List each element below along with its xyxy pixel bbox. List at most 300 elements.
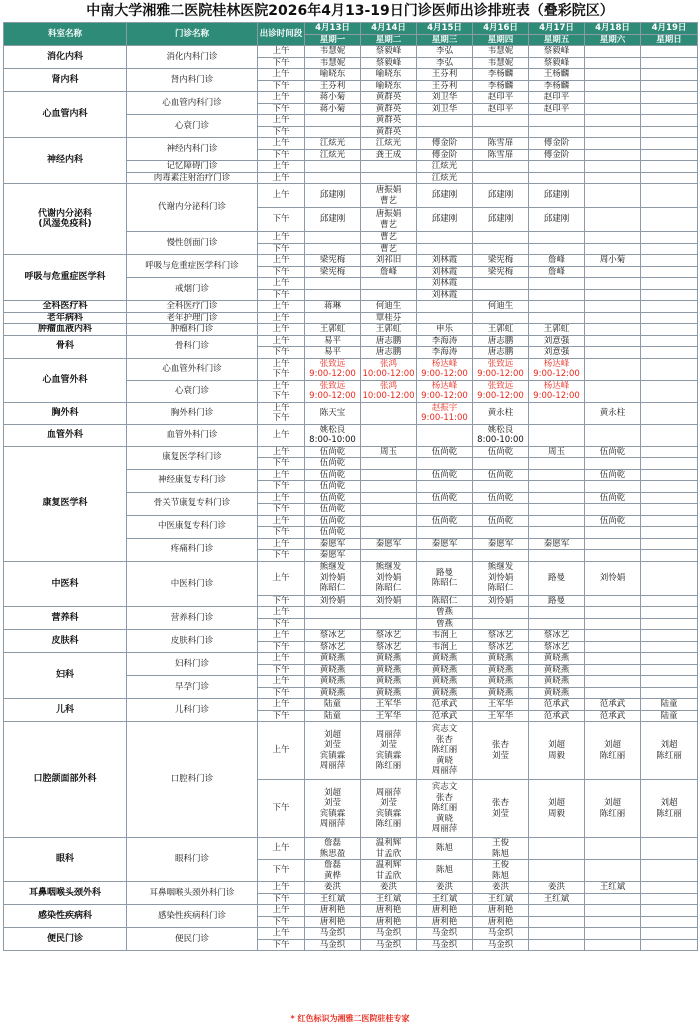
dept-name: 肿瘤血液内科 bbox=[4, 324, 127, 336]
period-cell: 上午 bbox=[258, 446, 305, 458]
doctor-cell: 蔡冰艺 bbox=[305, 641, 361, 653]
doctor-cell: 蔡冰艺 bbox=[305, 630, 361, 642]
doctor-cell: 江炫光 bbox=[305, 138, 361, 150]
doctor-cell bbox=[361, 481, 417, 493]
doctor-cell bbox=[585, 69, 641, 81]
doctor-cell bbox=[641, 905, 698, 917]
doctor-cell bbox=[641, 358, 698, 380]
doctor-cell: 邱建刚 bbox=[305, 208, 361, 232]
doctor-cell: 伍尚乾 bbox=[305, 481, 361, 493]
period-cell: 上午 bbox=[258, 928, 305, 940]
dept-name: 胸外科 bbox=[4, 402, 127, 424]
clinic-name: 中医科门诊 bbox=[127, 561, 258, 607]
clinic-name: 营养科门诊 bbox=[127, 607, 258, 630]
doctor-cell: 刘超 陈红丽 bbox=[585, 722, 641, 780]
doctor-cell bbox=[585, 358, 641, 380]
doctor-cell: 姜洪 bbox=[473, 882, 529, 894]
doctor-cell bbox=[529, 469, 585, 481]
doctor-cell bbox=[361, 402, 417, 424]
doctor-cell: 王芬利 bbox=[305, 80, 361, 92]
doctor-cell: 蔡冰艺 bbox=[361, 630, 417, 642]
period-cell: 上午 bbox=[258, 138, 305, 150]
doctor-cell: 周丽萍 刘莹 宾镇霖 陈红丽 bbox=[361, 780, 417, 838]
doctor-cell bbox=[361, 289, 417, 301]
doctor-cell bbox=[529, 232, 585, 244]
doctor-cell bbox=[641, 676, 698, 688]
doctor-cell bbox=[417, 312, 473, 324]
doctor-cell bbox=[473, 607, 529, 619]
doctor-cell: 陆童 bbox=[641, 710, 698, 722]
doctor-cell bbox=[641, 838, 698, 860]
table-row bbox=[4, 928, 698, 940]
table-row bbox=[4, 446, 698, 458]
doctor-cell: 宾志文 张杏 陈红丽 黄晓 周丽萍 bbox=[417, 780, 473, 838]
doctor-cell: 喻晓东 bbox=[361, 80, 417, 92]
doctor-cell: 张致远 9:00-12:00 bbox=[473, 358, 529, 380]
doctor-cell: 詹峰 bbox=[529, 266, 585, 278]
doctor-cell bbox=[361, 161, 417, 173]
doctor-cell: 王郭虹 bbox=[305, 324, 361, 336]
dept-name: 全科医疗科 bbox=[4, 301, 127, 313]
period-pm: 下午 bbox=[272, 391, 290, 401]
doctor-cell: 蔡毅峰 bbox=[529, 46, 585, 58]
doctor-cell bbox=[585, 618, 641, 630]
doctor-cell: 秦愿军 bbox=[417, 538, 473, 550]
doctor-cell bbox=[585, 595, 641, 607]
period-cell: 下午 bbox=[258, 893, 305, 905]
doctor-cell: 唐志鹏 bbox=[473, 347, 529, 359]
doctor-cell bbox=[585, 538, 641, 550]
doctor-cell: 路曼 陈昭仁 bbox=[417, 561, 473, 595]
doctor-cell: 刘林霞 bbox=[417, 255, 473, 267]
doctor-cell bbox=[585, 687, 641, 699]
doctor-cell: 刘超 陈红丽 bbox=[641, 780, 698, 838]
doctor-cell: 伍尚乾 bbox=[473, 492, 529, 504]
dept-name: 耳鼻咽喉头颈外科 bbox=[4, 882, 127, 905]
header-date: 4月18日 bbox=[585, 23, 641, 35]
header-date: 4月19日 bbox=[641, 23, 698, 35]
period-cell: 上午 bbox=[258, 69, 305, 81]
doctor-cell bbox=[641, 255, 698, 267]
doctor-cell: 蔡毅峰 bbox=[361, 46, 417, 58]
period-cell: 下午 bbox=[258, 916, 305, 928]
header-dept: 科室名称 bbox=[4, 23, 127, 46]
period-cell: 上午 bbox=[258, 335, 305, 347]
doctor-cell bbox=[585, 893, 641, 905]
clinic-name: 口腔科门诊 bbox=[127, 722, 258, 838]
doctor-cell bbox=[305, 232, 361, 244]
doctor-cell bbox=[641, 893, 698, 905]
doctor-cell bbox=[641, 664, 698, 676]
doctor-cell: 张鸿 10:00-12:00 bbox=[362, 380, 415, 401]
period-cell: 下午 bbox=[258, 57, 305, 69]
doctor-cell bbox=[473, 618, 529, 630]
doctor-cell bbox=[585, 916, 641, 928]
doctor-cell bbox=[529, 618, 585, 630]
doctor-cell bbox=[529, 402, 585, 424]
dept-name: 呼吸与危重症医学科 bbox=[4, 255, 127, 301]
doctor-cell bbox=[585, 278, 641, 290]
doctor-cell: 马金织 bbox=[417, 939, 473, 951]
doctor-cell: 伍尚乾 bbox=[417, 469, 473, 481]
doctor-cell: 蒋小菊 bbox=[305, 103, 361, 115]
doctor-cell: 赵振宇 9:00-11:00 bbox=[417, 402, 473, 424]
doctor-cell: 刘林霞 bbox=[417, 278, 473, 290]
doctor-cell: 江炫光 bbox=[417, 161, 473, 173]
header-weekday: 星期三 bbox=[417, 34, 473, 46]
period-cell: 上午 bbox=[258, 882, 305, 894]
doctor-cell bbox=[585, 347, 641, 359]
doctor-cell: 蔡毅峰 bbox=[361, 57, 417, 69]
dept-name: 老年病科 bbox=[4, 312, 127, 324]
doctor-cell bbox=[585, 149, 641, 161]
doctor-cell: 王军华 bbox=[361, 710, 417, 722]
period-cell: 上午 bbox=[258, 424, 305, 446]
doctor-cell: 黄晓燕 bbox=[305, 676, 361, 688]
doctor-cell: 伍尚乾 bbox=[417, 446, 473, 458]
doctor-cell: 易平 bbox=[305, 347, 361, 359]
dept-name: 眼科 bbox=[4, 838, 127, 882]
doctor-cell: 伍尚乾 bbox=[585, 446, 641, 458]
period-cell: 下午 bbox=[258, 481, 305, 493]
doctor-cell: 王红斌 bbox=[473, 893, 529, 905]
dept-name: 骨科 bbox=[4, 335, 127, 358]
doctor-cell bbox=[529, 607, 585, 619]
clinic-name: 全科医疗门诊 bbox=[127, 301, 258, 313]
doctor-cell bbox=[641, 289, 698, 301]
period-cell: 上午 bbox=[258, 115, 305, 127]
doctor-cell: 李海涛 bbox=[417, 335, 473, 347]
clinic-name: 疼痛科门诊 bbox=[127, 538, 258, 561]
table-row bbox=[4, 699, 698, 711]
doctor-cell: 李海涛 bbox=[417, 347, 473, 359]
doctor-cell: 蒋小菊 bbox=[305, 92, 361, 104]
doctor-cell bbox=[361, 278, 417, 290]
doctor-cell: 梁宪梅 bbox=[305, 255, 361, 267]
period-cell: 下午 bbox=[258, 289, 305, 301]
doctor-cell bbox=[585, 289, 641, 301]
doctor-cell bbox=[585, 664, 641, 676]
doctor-cell: 邱建刚 bbox=[529, 184, 585, 208]
doctor-cell: 韦慧妮 bbox=[305, 46, 361, 58]
doctor-cell: 喻晓东 bbox=[305, 69, 361, 81]
doctor-cell: 何迪生 bbox=[361, 301, 417, 313]
doctor-cell: 陆童 bbox=[305, 710, 361, 722]
dept-name: 血管外科 bbox=[4, 424, 127, 446]
doctor-cell: 李杨麟 bbox=[473, 69, 529, 81]
doctor-cell bbox=[473, 115, 529, 127]
doctor-cell bbox=[641, 232, 698, 244]
dept-name: 代谢内分泌科 (风湿免疫科) bbox=[4, 184, 127, 255]
header-date: 4月13日 bbox=[305, 23, 361, 35]
doctor-cell bbox=[473, 232, 529, 244]
doctor-cell bbox=[641, 446, 698, 458]
doctor-cell: 唐振娟 曹艺 bbox=[361, 208, 417, 232]
period-cell: 上午 bbox=[258, 722, 305, 780]
doctor-cell bbox=[305, 243, 361, 255]
doctor-cell bbox=[585, 550, 641, 562]
doctor-cell: 赵印平 bbox=[473, 92, 529, 104]
doctor-cell: 周小菊 bbox=[585, 255, 641, 267]
doctor-cell bbox=[361, 607, 417, 619]
doctor-cell: 周玉 bbox=[529, 446, 585, 458]
period-cell: 上午 bbox=[258, 469, 305, 481]
doctor-cell: 李杨麟 bbox=[529, 80, 585, 92]
doctor-cell: 邱建刚 bbox=[473, 208, 529, 232]
period-cell bbox=[258, 358, 305, 380]
doctor-cell: 刘超 周毅 bbox=[529, 780, 585, 838]
doctor-cell: 江炫光 bbox=[305, 149, 361, 161]
doctor-cell bbox=[473, 278, 529, 290]
doctor-cell bbox=[585, 301, 641, 313]
doctor-cell bbox=[585, 905, 641, 917]
period-cell: 下午 bbox=[258, 687, 305, 699]
period-cell: 下午 bbox=[258, 527, 305, 539]
table-row bbox=[4, 312, 698, 324]
doctor-cell bbox=[361, 469, 417, 481]
doctor-cell bbox=[585, 641, 641, 653]
doctor-cell: 詹磊 熊思盈 bbox=[305, 838, 361, 860]
table-header bbox=[4, 23, 698, 46]
dept-name: 心血管内科 bbox=[4, 92, 127, 138]
doctor-cell bbox=[473, 243, 529, 255]
clinic-name: 中医康复专科门诊 bbox=[127, 515, 258, 538]
doctor-cell: 韦慧妮 bbox=[473, 46, 529, 58]
doctor-cell: 伍尚乾 bbox=[305, 492, 361, 504]
doctor-cell bbox=[417, 527, 473, 539]
period-cell: 下午 bbox=[258, 243, 305, 255]
doctor-cell bbox=[641, 630, 698, 642]
period-cell bbox=[258, 402, 305, 424]
doctor-cell: 唐利艳 bbox=[361, 905, 417, 917]
doctor-cell: 蔡冰艺 bbox=[529, 641, 585, 653]
dept-name: 便民门诊 bbox=[4, 928, 127, 951]
doctor-cell: 王军华 bbox=[361, 699, 417, 711]
period-cell: 上午 bbox=[258, 232, 305, 244]
table-row bbox=[4, 138, 698, 150]
doctor-cell bbox=[585, 208, 641, 232]
doctor-cell bbox=[417, 232, 473, 244]
doctor-cell bbox=[473, 161, 529, 173]
doctor-cell bbox=[585, 527, 641, 539]
doctor-cell: 陆童 bbox=[305, 699, 361, 711]
period-cell: 上午 bbox=[258, 676, 305, 688]
doctor-cell bbox=[585, 380, 641, 402]
doctor-cell: 伍尚乾 bbox=[473, 469, 529, 481]
doctor-cell: 刘怜娟 bbox=[361, 595, 417, 607]
doctor-cell bbox=[473, 126, 529, 138]
doctor-cell bbox=[585, 653, 641, 665]
period-cell: 上午 bbox=[258, 184, 305, 208]
period-cell: 下午 bbox=[258, 458, 305, 470]
doctor-cell: 张致远 9:00-12:00 bbox=[305, 358, 361, 380]
table-row bbox=[4, 324, 698, 336]
clinic-name: 早孕门诊 bbox=[127, 676, 258, 699]
dept-name: 营养科 bbox=[4, 607, 127, 630]
doctor-cell bbox=[473, 289, 529, 301]
doctor-cell: 王俊 陈旭 bbox=[473, 860, 529, 882]
table-row bbox=[4, 184, 698, 208]
doctor-cell: 赵印平 bbox=[529, 92, 585, 104]
table-row bbox=[4, 255, 698, 267]
doctor-cell: 马金织 bbox=[361, 928, 417, 940]
doctor-cell bbox=[641, 939, 698, 951]
period-cell: 下午 bbox=[258, 208, 305, 232]
doctor-cell: 姜洪 bbox=[417, 882, 473, 894]
doctor-cell bbox=[641, 458, 698, 470]
doctor-cell: 申乐 bbox=[417, 324, 473, 336]
table-row bbox=[4, 722, 698, 780]
clinic-name: 神经康复专科门诊 bbox=[127, 469, 258, 492]
doctor-cell bbox=[361, 424, 417, 446]
doctor-cell: 马金织 bbox=[305, 939, 361, 951]
doctor-cell: 姜洪 bbox=[361, 882, 417, 894]
doctor-cell: 伍尚乾 bbox=[585, 515, 641, 527]
period-cell: 下午 bbox=[258, 550, 305, 562]
doctor-cell: 唐利艳 bbox=[305, 916, 361, 928]
doctor-cell: 伍尚乾 bbox=[473, 515, 529, 527]
period-cell: 上午 bbox=[258, 92, 305, 104]
doctor-cell bbox=[529, 550, 585, 562]
doctor-cell: 路曼 bbox=[529, 561, 585, 595]
doctor-cell bbox=[529, 515, 585, 527]
doctor-cell: 曾燕 bbox=[417, 618, 473, 630]
doctor-cell: 范承武 bbox=[417, 710, 473, 722]
doctor-cell: 江炫光 bbox=[417, 172, 473, 184]
doctor-cell bbox=[585, 172, 641, 184]
doctor-cell bbox=[641, 595, 698, 607]
period-cell: 下午 bbox=[258, 664, 305, 676]
clinic-name: 感染性疾病科门诊 bbox=[127, 905, 258, 928]
doctor-cell: 唐利艳 bbox=[417, 916, 473, 928]
doctor-cell: 黄晓燕 bbox=[529, 664, 585, 676]
period-cell: 上午 bbox=[258, 301, 305, 313]
doctor-cell: 黄永柱 bbox=[473, 402, 529, 424]
doctor-cell: 黄群英 bbox=[361, 103, 417, 115]
doctor-cell bbox=[417, 481, 473, 493]
clinic-name: 儿科门诊 bbox=[127, 699, 258, 722]
doctor-cell bbox=[641, 916, 698, 928]
doctor-cell: 傅金阶 bbox=[529, 149, 585, 161]
doctor-cell: 蔡冰艺 bbox=[473, 641, 529, 653]
doctor-cell: 伍尚乾 bbox=[305, 458, 361, 470]
doctor-cell bbox=[361, 492, 417, 504]
doctor-cell: 龚王成 bbox=[361, 149, 417, 161]
doctor-cell: 范承武 bbox=[585, 710, 641, 722]
doctor-cell: 王红斌 bbox=[305, 893, 361, 905]
period-cell: 上午 bbox=[258, 515, 305, 527]
doctor-cell: 温利辉 甘孟欣 bbox=[361, 838, 417, 860]
doctor-cell bbox=[305, 278, 361, 290]
doctor-cell: 伍尚乾 bbox=[305, 527, 361, 539]
doctor-cell: 刘卫华 bbox=[417, 92, 473, 104]
doctor-cell: 黄晓燕 bbox=[473, 653, 529, 665]
doctor-cell bbox=[473, 504, 529, 516]
header-weekday: 星期二 bbox=[361, 34, 417, 46]
period-cell: 下午 bbox=[258, 126, 305, 138]
doctor-cell bbox=[641, 46, 698, 58]
doctor-cell: 王郭虹 bbox=[473, 324, 529, 336]
doctor-cell bbox=[529, 492, 585, 504]
doctor-cell: 范承武 bbox=[529, 710, 585, 722]
dept-name: 中医科 bbox=[4, 561, 127, 607]
doctor-cell: 刘超 周毅 bbox=[529, 722, 585, 780]
doctor-cell: 杨达峰 9:00-12:00 bbox=[529, 358, 585, 380]
doctor-cell: 王红斌 bbox=[585, 882, 641, 894]
doctor-cell bbox=[641, 278, 698, 290]
clinic-name: 肉毒素注射治疗门诊 bbox=[127, 172, 258, 184]
dept-name: 感染性疾病科 bbox=[4, 905, 127, 928]
doctor-cell: 王军华 bbox=[473, 710, 529, 722]
table-row bbox=[4, 92, 698, 104]
doctor-cell: 韦慧妮 bbox=[305, 57, 361, 69]
doctor-cell: 黄群英 bbox=[361, 126, 417, 138]
doctor-cell: 詹磊 黄桦 bbox=[305, 860, 361, 882]
doctor-cell: 王红斌 bbox=[417, 893, 473, 905]
doctor-cell: 伍尚乾 bbox=[417, 515, 473, 527]
period-cell: 上午 bbox=[258, 607, 305, 619]
header-clinic: 门诊名称 bbox=[127, 23, 258, 46]
doctor-cell bbox=[529, 289, 585, 301]
period-cell: 下午 bbox=[258, 103, 305, 115]
doctor-cell: 姚松良 8:00-10:00 bbox=[473, 424, 529, 446]
doctor-cell bbox=[641, 266, 698, 278]
clinic-name: 肿瘤科门诊 bbox=[127, 324, 258, 336]
doctor-cell bbox=[585, 138, 641, 150]
doctor-cell bbox=[585, 161, 641, 173]
period-cell: 上午 bbox=[258, 492, 305, 504]
doctor-cell bbox=[641, 69, 698, 81]
doctor-cell: 马金织 bbox=[473, 928, 529, 940]
doctor-cell bbox=[585, 232, 641, 244]
doctor-cell bbox=[361, 504, 417, 516]
period-am: 上午 bbox=[272, 358, 290, 369]
doctor-cell bbox=[529, 504, 585, 516]
table-row bbox=[4, 301, 698, 313]
clinic-name: 妇科门诊 bbox=[127, 653, 258, 676]
doctor-cell: 黄晓燕 bbox=[361, 653, 417, 665]
doctor-cell: 秦愿军 bbox=[305, 538, 361, 550]
period-cell: 下午 bbox=[258, 266, 305, 278]
doctor-cell bbox=[529, 424, 585, 446]
clinic-name: 心衰门诊 bbox=[127, 380, 258, 402]
doctor-cell bbox=[585, 126, 641, 138]
period-cell: 上午 bbox=[258, 255, 305, 267]
period-cell: 下午 bbox=[258, 347, 305, 359]
doctor-cell bbox=[641, 301, 698, 313]
doctor-cell bbox=[585, 458, 641, 470]
doctor-cell: 伍尚乾 bbox=[585, 492, 641, 504]
dept-name: 康复医学科 bbox=[4, 446, 127, 561]
header-weekday: 星期六 bbox=[585, 34, 641, 46]
doctor-cell: 黄晓燕 bbox=[417, 653, 473, 665]
doctor-cell bbox=[529, 301, 585, 313]
clinic-name: 呼吸与危重症医学科门诊 bbox=[127, 255, 258, 278]
period-cell: 下午 bbox=[258, 595, 305, 607]
doctor-cell bbox=[641, 527, 698, 539]
doctor-cell: 王芬利 bbox=[417, 80, 473, 92]
doctor-cell bbox=[585, 103, 641, 115]
period-cell: 上午 bbox=[258, 278, 305, 290]
doctor-cell bbox=[641, 172, 698, 184]
doctor-cell: 张鸿 10:00-12:00 bbox=[362, 358, 415, 379]
doctor-cell: 姜洪 bbox=[529, 882, 585, 894]
dept-name: 皮肤科 bbox=[4, 630, 127, 653]
doctor-cell bbox=[641, 538, 698, 550]
doctor-cell: 王郭虹 bbox=[529, 324, 585, 336]
doctor-cell bbox=[585, 80, 641, 92]
doctor-cell bbox=[641, 347, 698, 359]
